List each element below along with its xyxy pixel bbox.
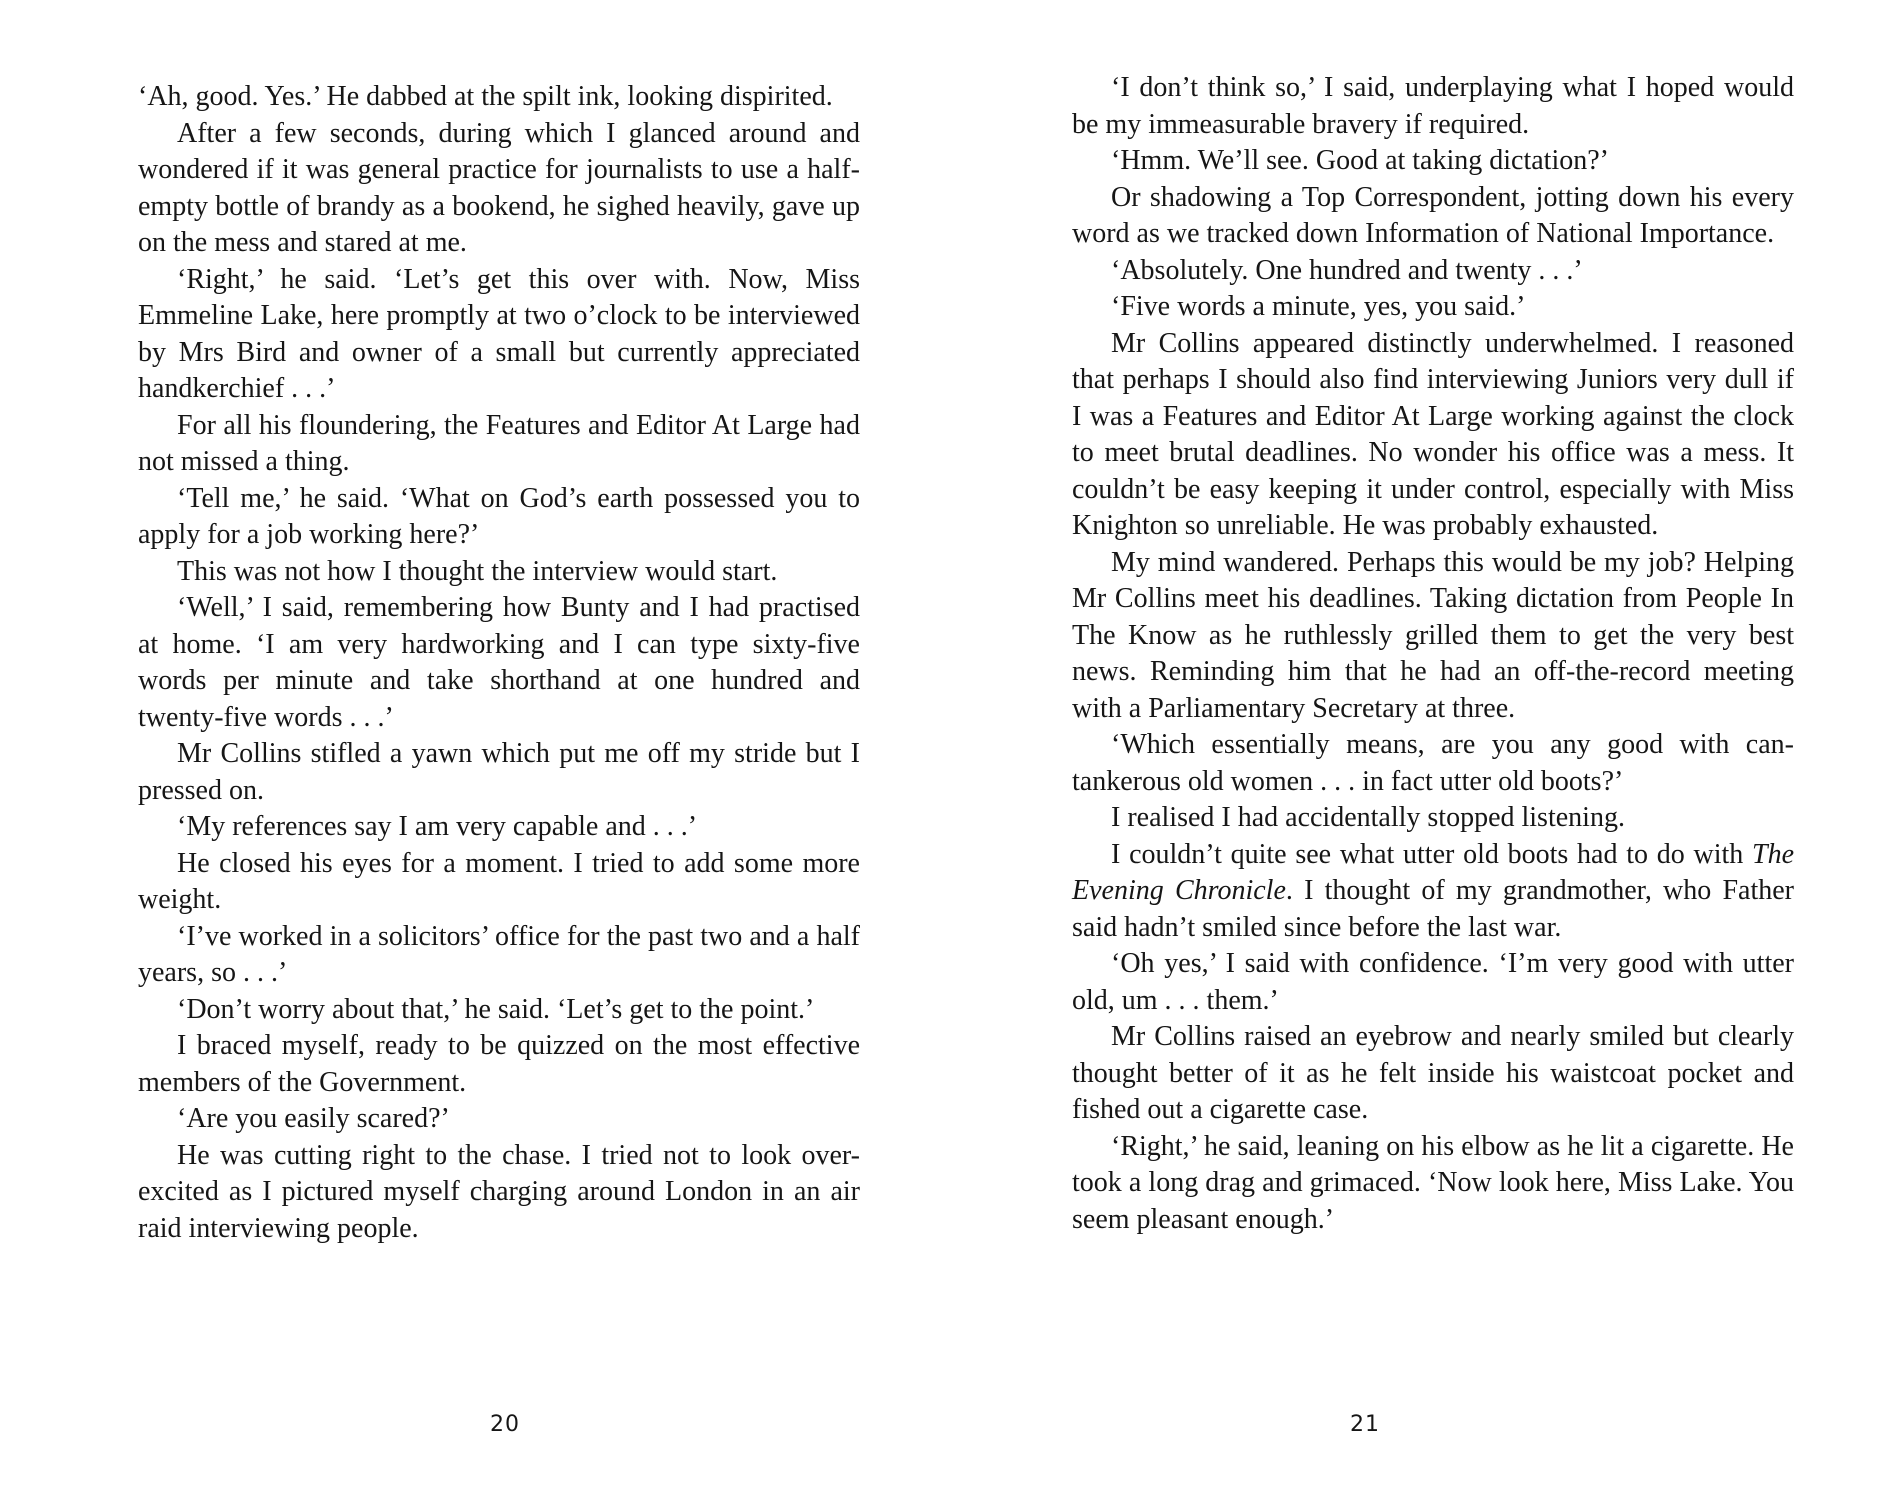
paragraph: ‘Ah, good. Yes.’ He dabbed at the spilt ink, looking dispirited.	[138, 81, 833, 112]
paragraph: ‘Absolutely. One hundred and twenty . . .’	[1111, 254, 1583, 286]
paragraph: I realised I had accidentally stopped listening.	[1111, 802, 1625, 833]
paragraph: Mr Collins raised an eyebrow and nearly smiled but clearly thought better of it as he felt inside his waistcoat pocket and fished out a cigarette case.	[1072, 1021, 1794, 1125]
paragraph: ‘Hmm. We’ll see. Good at taking dictation?’	[1111, 145, 1609, 176]
paragraph: ‘Which essentially means, are you any good with cantankerous old women . . . in fact utter old boots?’	[1072, 729, 1794, 797]
paragraph: ‘Don’t worry about that,’ he said. ‘Let’s get to the point.’	[177, 993, 815, 1025]
paragraph: For all his floundering, the Features and Editor At Large had not missed a thing.	[138, 409, 860, 477]
paragraph: Mr Collins stifled a yawn which put me off my stride but I pressed on.	[138, 738, 860, 806]
paragraph: ‘Tell me,’ he said. ‘What on God’s earth possessed you to apply for a job working here?’	[138, 482, 860, 550]
paragraph: This was not how I thought the interview would start.	[177, 555, 778, 587]
paragraph: He was cutting right to the chase. I tried not to look over-excited as I pictured myself charging around London in an air raid interviewing people.	[138, 1139, 860, 1244]
text-span: . I thought of my grandmother, who Father said hadn’t smiled since before the last war.	[1072, 875, 1794, 943]
page-number: 20	[490, 1412, 520, 1437]
paragraph: ‘I don’t think so,’ I said, underplaying what I hoped would be my immeasurable bravery if required.	[1072, 72, 1794, 140]
paragraph: ‘Oh yes,’ I said with confidence. ‘I’m very good with utter old, um . . . them.’	[1072, 948, 1794, 1016]
paragraph: ‘Right,’ he said, leaning on his elbow as he lit a cigarette. He took a long drag and grimaced. ‘Now look here, Miss Lake. You seem pleasant enough.’	[1072, 1130, 1794, 1235]
paragraph: I braced myself, ready to be quizzed on the most effective members of the Government.	[138, 1030, 860, 1098]
left-page-text	[138, 79, 860, 1247]
page-number: 21	[1350, 1412, 1380, 1437]
paragraph: He closed his eyes for a moment. I tried to add some more weight.	[138, 847, 860, 915]
paragraph: ‘Five words a minute, yes, you said.’	[1111, 291, 1526, 322]
paragraph: Or shadowing a Top Correspondent, jotting down his every word as we tracked down Information of National Importance.	[1072, 181, 1794, 249]
paragraph: My mind wandered. Perhaps this would be my job? Helping Mr Collins meet his deadlines. Taking dictation from People In The Know as he ruthlessly grilled them to get the very best news. Reminding him that he had an off-the-record meeting with a Parliamentary Secretary at three.	[1072, 546, 1794, 724]
paragraph: ‘My references say I am very capable and . . .’	[177, 811, 698, 842]
paragraph: Mr Collins appeared distinctly underwhelmed. I reasoned that perhaps I should also find interviewing Juniors very dull if I was a Features and Editor At Large working against the clock to meet brutal deadlines. No wonder his office was a mess. It couldn’t be easy keeping it under control, especially with Miss Knighton so unreliable. He was probably exhausted.	[1072, 327, 1794, 541]
right-page-text	[1072, 70, 1794, 1238]
paragraph: ‘Right,’ he said. ‘Let’s get this over with. Now, Miss Emmeline Lake, here promptly at two o’clock to be interviewed by Mrs Bird and owner of a small but currently appreciated handkerchief . . .’	[138, 263, 860, 404]
paragraph: After a few seconds, during which I glanced around and wondered if it was general practice for journalists to use a half-empty bottle of brandy as a bookend, he sighed heavily, gave up on the mess and stared at me.	[138, 117, 860, 258]
paragraph	[1072, 837, 1794, 947]
paragraph: ‘Well,’ I said, remembering how Bunty and I had practised at home. ‘I am very hardworking and I can type sixty-five words per minute and take shorthand at one hundred and twenty-five words . . .’	[138, 592, 860, 733]
paragraph: ‘I’ve worked in a solicitors’ office for the past two and a half years, so . . .’	[138, 920, 860, 988]
newspaper-title: The Evening Chronicle	[1072, 838, 1794, 906]
right-page	[945, 0, 1890, 1507]
text-span: I couldn’t quite see what utter old boots had to do with	[1111, 838, 1752, 870]
paragraph: ‘Are you easily scared?’	[177, 1103, 450, 1134]
